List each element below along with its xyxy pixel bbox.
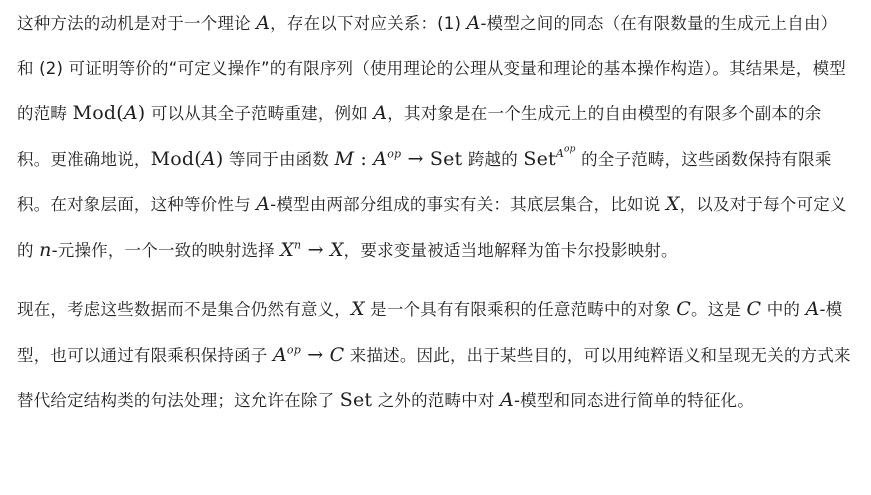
math-superscript: op: [387, 146, 402, 160]
math-symbol: A: [373, 102, 388, 124]
math-symbol: X: [280, 238, 295, 261]
text: ，以及对于每个可定义的: [17, 195, 847, 260]
math: [39, 239, 51, 261]
text: 之外的范畴中对: [372, 391, 501, 410]
math-text: Set: [339, 389, 373, 411]
text: -模型由两部分组成的事实有关：其底层集合，比如说: [270, 195, 666, 214]
document: [0, 1, 871, 495]
math-symbol: C: [746, 298, 762, 320]
math-symbol: A: [256, 193, 271, 215]
math-text: →: [301, 238, 330, 261]
math: [73, 102, 146, 124]
text: ，要求变量被适当地解释为笛卡尔投影映射。: [343, 240, 678, 260]
math-symbol: X: [329, 238, 344, 261]
math-superscript: op: [564, 144, 576, 155]
text: 跨越的: [462, 149, 524, 169]
text: -模型，也可以通过有限乘积保持函子: [17, 300, 843, 365]
math-symbol: C: [676, 298, 691, 320]
text: 是一个具有有限乘积的任意范畴中的对象: [364, 300, 677, 319]
math: [256, 193, 270, 215]
text: -元操作，一个一致的映射选择: [51, 240, 281, 260]
math: [373, 102, 387, 124]
text: 等同于由函数: [223, 149, 335, 169]
math-text: →: [300, 343, 330, 366]
math-symbol: X: [351, 298, 365, 320]
math-symbol: A: [373, 147, 388, 170]
math-text: Mod(: [72, 102, 124, 124]
math: [523, 144, 576, 170]
math-superscript: op: [286, 342, 301, 356]
math-text: ): [215, 147, 224, 170]
text: -模型之间的同态（在有限数量的生成元上自由）和 (2) 可证明等价的“可定义操作”的有限序列（使用理论的公理从变量和理论的基本操作构造）。其结果是，模型的范畴: [17, 14, 847, 123]
math-symbol: A: [201, 147, 216, 170]
math-symbol: X: [665, 193, 680, 215]
text: 这种方法的动机是对于一个理论: [17, 14, 257, 33]
text: 现在，考虑这些数据而不是集合仍然有意义，: [17, 300, 351, 319]
text: 来描述。因此，出于某些目的，可以用纯粹语义和呈现无关的方式来替代给定结构类的句法处理；这允许在除了: [17, 345, 851, 410]
math: [500, 389, 514, 411]
math-text: → Set: [401, 147, 463, 170]
math-symbol: A: [272, 343, 287, 366]
math: [467, 12, 481, 34]
text: ，其对象是在一个生成元上的自由模型的有限多个副本的余积。更准确地说，: [17, 104, 822, 169]
math: [666, 193, 680, 215]
math-symbol: A: [123, 102, 138, 124]
math-symbol: n: [39, 238, 52, 261]
math-symbol: A: [256, 12, 271, 34]
math-text: :: [354, 147, 374, 170]
math-symbol: C: [329, 343, 345, 366]
text: 的全子范畴，这些函数保持有限乘积。在对象层面，这种等价性与: [17, 149, 832, 214]
math-symbol: A: [805, 298, 820, 320]
math: [351, 298, 365, 320]
math: [335, 148, 463, 170]
paragraph-1: [17, 1, 853, 273]
math: [676, 298, 691, 320]
math: [151, 148, 224, 170]
math-text: Mod(: [150, 147, 202, 170]
math-text: ): [137, 102, 146, 124]
text: 可以从其全子范畴重建，例如: [145, 104, 374, 123]
math-text: Set: [523, 147, 556, 170]
math-superscript: n: [294, 237, 302, 251]
text: 。这是: [690, 300, 747, 319]
math: [273, 344, 344, 366]
math-symbol: A: [500, 389, 514, 411]
math-symbol: M: [334, 147, 355, 170]
text: 中的: [761, 300, 806, 319]
text: ，存在以下对应关系：(1): [270, 14, 467, 33]
paragraph-2: [17, 287, 853, 424]
math: [256, 12, 270, 34]
math: [340, 389, 373, 411]
math-superscript: A: [555, 146, 565, 160]
math: [806, 298, 820, 320]
math: [747, 298, 762, 320]
math: [280, 239, 343, 261]
math-symbol: A: [466, 12, 481, 34]
text: -模型和同态进行简单的特征化。: [513, 391, 754, 410]
